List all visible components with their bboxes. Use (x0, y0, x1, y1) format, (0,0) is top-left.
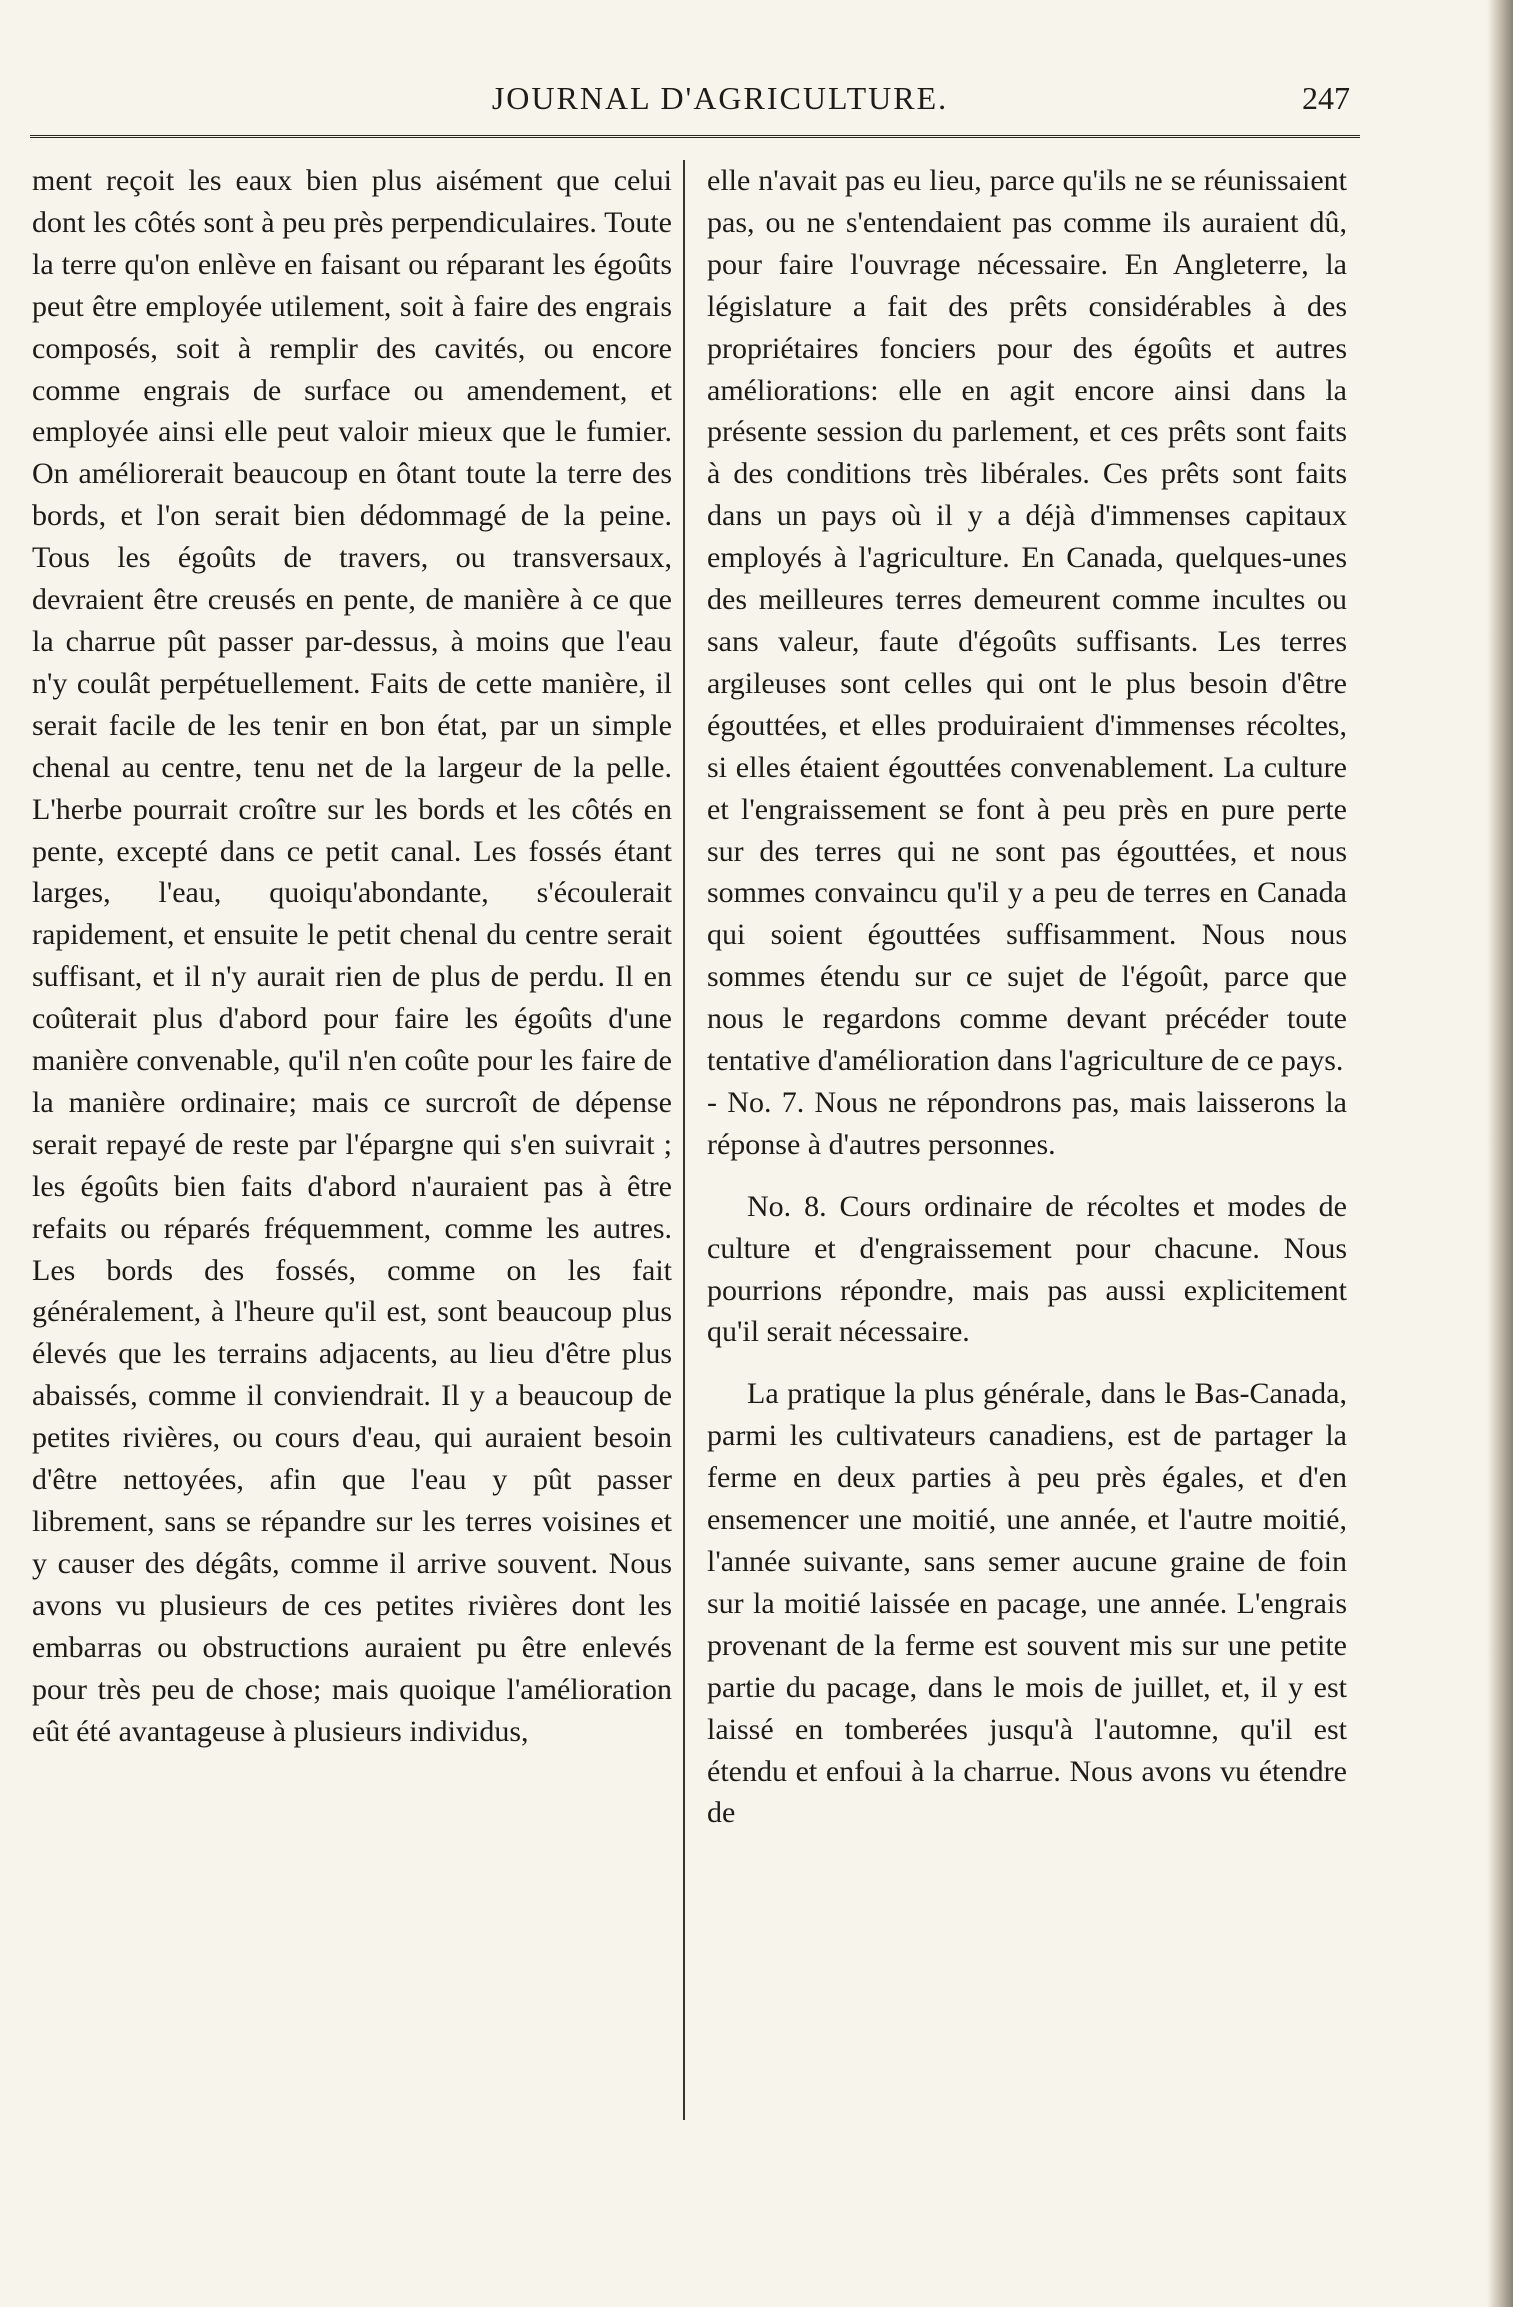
running-title: JOURNAL D'AGRICULTURE. (491, 80, 949, 116)
page-number: 247 (1302, 80, 1350, 116)
paragraph: ment reçoit les eaux bien plus aisément que celui dont les côtés sont à peu près perpendiculaires. Toute la terre qu'on enlève en faisant ou réparant les égoûts peut être employée utilement, soit à faire des engrais composés, soit à remplir des cavités, ou encore comme engrais de surface ou amendement, et employée ainsi elle peut valoir mieux que le fumier. On améliorerait beaucoup en ôtant toute la terre des bords, et l'on serait bien dédommagé de la peine. Tous les égoûts de travers, ou transversaux, devraient être creusés en pente, de manière à ce que la charrue pût passer par-dessus, à moins que l'eau n'y coulât perpétuellement. Faits de cette manière, il serait facile de les tenir en bon état, par un simple chenal au centre, tenu net de la largeur de la pelle. L'herbe pourrait croître sur les bords et les côtés en pente, excepté dans ce petit canal. Les fossés étant larges, l'eau, quoiqu'abondante, s'écoulerait rapidement, et ensuite le petit chenal du centre serait suffisant, et il n'y aurait rien de plus de perdu. Il en coûterait plus d'abord pour faire les égoûts d'une manière convenable, qu'il n'en coûte pour les faire de la manière ordinaire; mais ce surcroît de dépense serait repayé de reste par l'épargne qui s'en suivrait ; les égoûts bien faits d'abord n'auraient pas à être refaits ou réparés fréquemment, comme les autres. Les bords des fossés, comme on les fait généralement, à l'heure qu'il est, sont beaucoup plus élevés que les terrains adjacents, au lieu d'être plus abaissés, comme il conviendrait. Il y a beaucoup de petites rivières, ou cours d'eau, qui auraient besoin d'être nettoyées, afin que l'eau y pût passer librement, sans se répandre sur les terres voisines et y causer des dégâts, comme il arrive souvent. Nous avons vu plusieurs de ces petites rivières dont les embarras ou obstructions auraient pu être enlevés pour très peu de chose; mais quoique l'amélioration eût été avantageuse à plusieurs individus, (32, 164, 672, 1748)
right-column (707, 160, 1347, 1834)
paragraph: - No. 7. Nous ne répondrons pas, mais laisserons la réponse à d'autres personnes. (707, 1085, 1347, 1161)
paragraph: La pratique la plus générale, dans le Bas-Canada, parmi les cultivateurs canadiens, est de partager la ferme en deux parties à peu près égales, et d'en ensemencer une moitié, une année, et l'autre moitié, l'année suivante, sans semer aucune graine de foin sur la moitié laissée en pacage, une année. L'engrais provenant de la ferme est souvent mis sur une petite partie du pacage, dans le mois de juillet, et, il y est laissé en tomberées jusqu'à l'automne, qu'il est étendu et enfoui à la charrue. Nous avons vu étendre de (707, 1377, 1347, 1830)
page-edge (1487, 0, 1513, 2307)
page-header (30, 80, 1410, 130)
paragraph: No. 8. Cours ordinaire de récoltes et modes de culture et d'engraissement pour chacune. Nous pourrions répondre, mais pas aussi explicitement qu'il serait nécessaire. (707, 1189, 1347, 1349)
column-divider (683, 160, 685, 2120)
paragraph: elle n'avait pas eu lieu, parce qu'ils ne se réunissaient pas, ou ne s'entendaient pas comme ils auraient dû, pour faire l'ouvrage nécessaire. En Angleterre, la législature a fait des prêts considérables à des propriétaires fonciers pour des égoûts et autres améliorations: elle en agit encore ainsi dans la présente session du parlement, et ces prêts sont faits à des conditions très libérales. Ces prêts sont faits dans un pays où il y a déjà d'immenses capitaux employés à l'agriculture. En Canada, quelques-unes des meilleures terres demeurent comme incultes ou sans valeur, faute d'égoûts suffisants. Les terres argileuses sont celles qui ont le plus besoin d'être égouttées, et elles produiraient d'immenses récoltes, si elles étaient égouttées convenablement. La culture et l'engraissement se font à peu près en pure perte sur des terres qui ne sont pas égouttées, et nous sommes convaincu qu'il y a peu de terres en Canada qui soient égouttées suffisamment. Nous nous sommes étendu sur ce sujet de l'égoût, parce que nous le regardons comme devant précéder toute tentative d'amélioration dans l'agriculture de ce pays. (707, 164, 1347, 1078)
header-rule (30, 135, 1360, 138)
left-column (32, 160, 672, 1752)
